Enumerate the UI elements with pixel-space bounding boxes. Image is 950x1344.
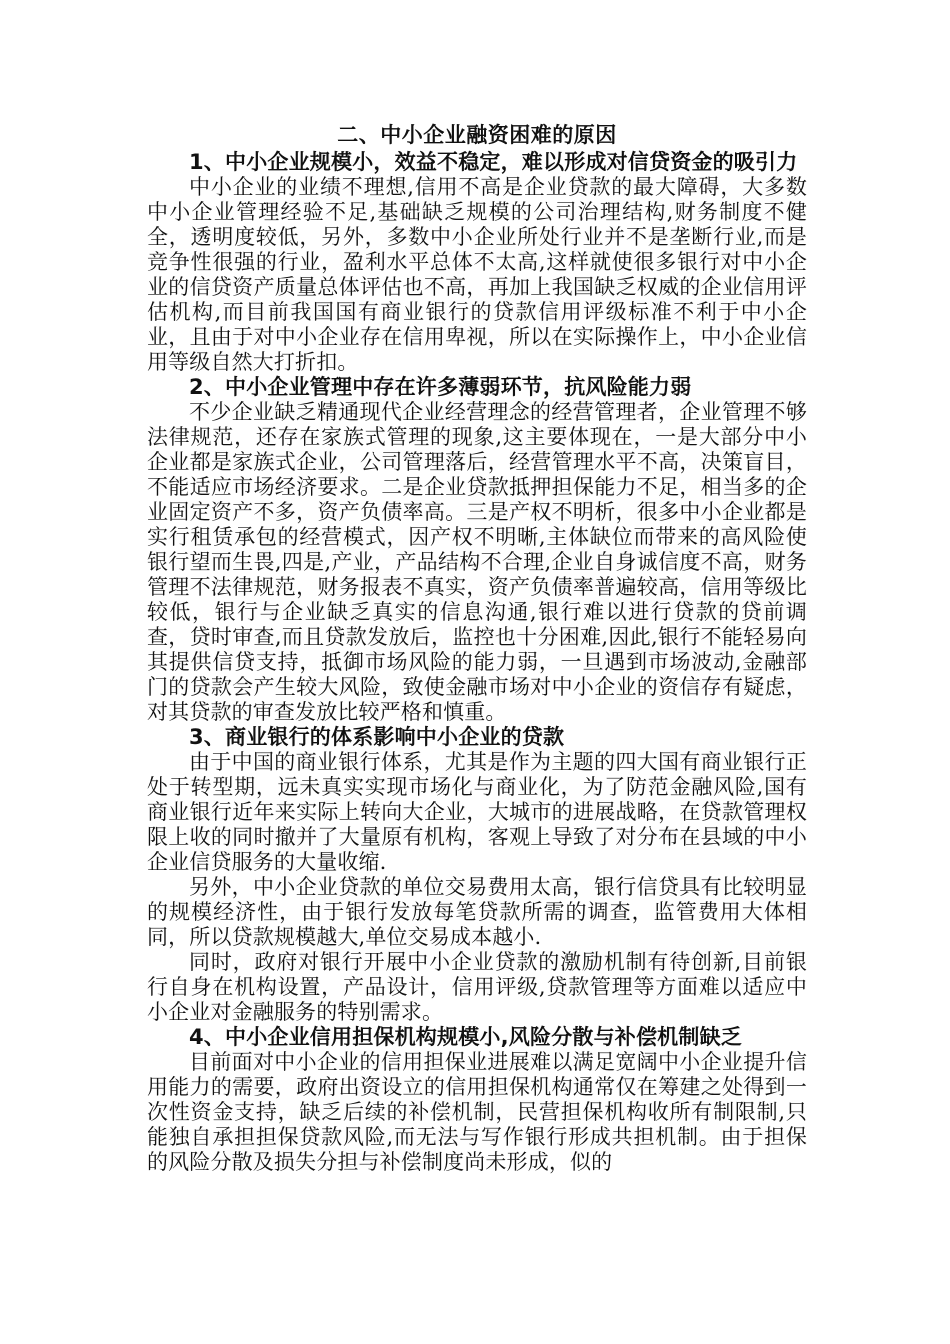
subheading-3: 3、商业银行的体系影响中小企业的贷款 bbox=[189, 725, 565, 749]
paragraph-2-1: 不少企业缺乏精通现代企业经营理念的经营管理者，企业管理不够法律规范，还存在家族式管理的现象,这主要体现在，一是大部分中小企业都是家族式企业，公司管理落后，经营管理水平不高，决策盲目，不能适应市场经济要求。二是企业贷款抵押担保能力不足，相当多的企业固定资产不多，资产负债率高。三是产权不明析，很多中小企业都是实行租赁承包的经营模式，因产权不明晰,主体缺位而带来的高风险使银行望而生畏,四是,产业，产品结构不合理,企业自身诚信度不高，财务管理不法律规范，财务报表不真实，资产负债率普遍较高，信用等级比较低，银行与企业缺乏真实的信息沟通,银行难以进行贷款的贷前调查，贷时审查,而且贷款发放后，监控也十分困难,因此,银行不能轻易向其提供信贷支持，抵御市场风险的能力弱，一旦遇到市场波动,金融部门的贷款会产生较大风险，致使金融市场对中小企业的资信存有疑虑，对其贷款的审查发放比较严格和慎重。 bbox=[147, 400, 807, 724]
section-title: 二、中小企业融资困难的原因 bbox=[337, 123, 617, 147]
paragraph-3-3: 同时，政府对银行开展中小企业贷款的激励机制有待创新,目前银行自身在机构设置，产品设计，信用评级,贷款管理等方面难以适应中小企业对金融服务的特别需求。 bbox=[147, 950, 807, 1024]
paragraph-3-2: 另外，中小企业贷款的单位交易费用太高，银行信贷具有比较明显的规模经济性，由于银行发放每笔贷款所需的调查，监管费用大体相同，所以贷款规模越大,单位交易成本越小. bbox=[147, 875, 807, 949]
subheading-4: 4、中小企业信用担保机构规模小,风险分散与补偿机制缺乏 bbox=[189, 1025, 742, 1049]
paragraph-4-1: 目前面对中小企业的信用担保业进展难以满足宽阔中小企业提升信用能力的需要，政府出资设立的信用担保机构通常仅在筹建之处得到一次性资金支持，缺乏后续的补偿机制，民营担保机构收所有制限制,只能独自承担担保贷款风险,而无法与写作银行形成共担机制。由于担保的风险分散及损失分担与补偿制度尚未形成，似的 bbox=[147, 1050, 807, 1174]
subheading-1: 1、中小企业规模小，效益不稳定，难以形成对信贷资金的吸引力 bbox=[189, 150, 798, 174]
document-page bbox=[147, 120, 807, 1175]
subheading-2: 2、中小企业管理中存在许多薄弱环节，抗风险能力弱 bbox=[189, 375, 692, 399]
paragraph-1-1: 中小企业的业绩不理想,信用不高是企业贷款的最大障碍，大多数中小企业管理经验不足,基础缺乏规模的公司治理结构,财务制度不健全，透明度较低，另外，多数中小企业所处行业并不是垄断行业,而是竞争性很强的行业，盈利水平总体不太高,这样就使很多银行对中小企业的信贷资产质量总体评估也不高，再加上我国缺乏权威的企业信用评估机构,而目前我国国有商业银行的贷款信用评级标准不利于中小企业，且由于对中小企业存在信用卑视，所以在实际操作上，中小企业信用等级自然大打折扣。 bbox=[147, 175, 807, 374]
paragraph-3-1: 由于中国的商业银行体系，尤其是作为主题的四大国有商业银行正处于转型期，远未真实实现市场化与商业化，为了防范金融风险,国有商业银行近年来实际上转向大企业，大城市的进展战略，在贷款管理权限上收的同时撤并了大量原有机构，客观上导致了对分布在县域的中小企业信贷服务的大量收缩. bbox=[147, 750, 807, 874]
